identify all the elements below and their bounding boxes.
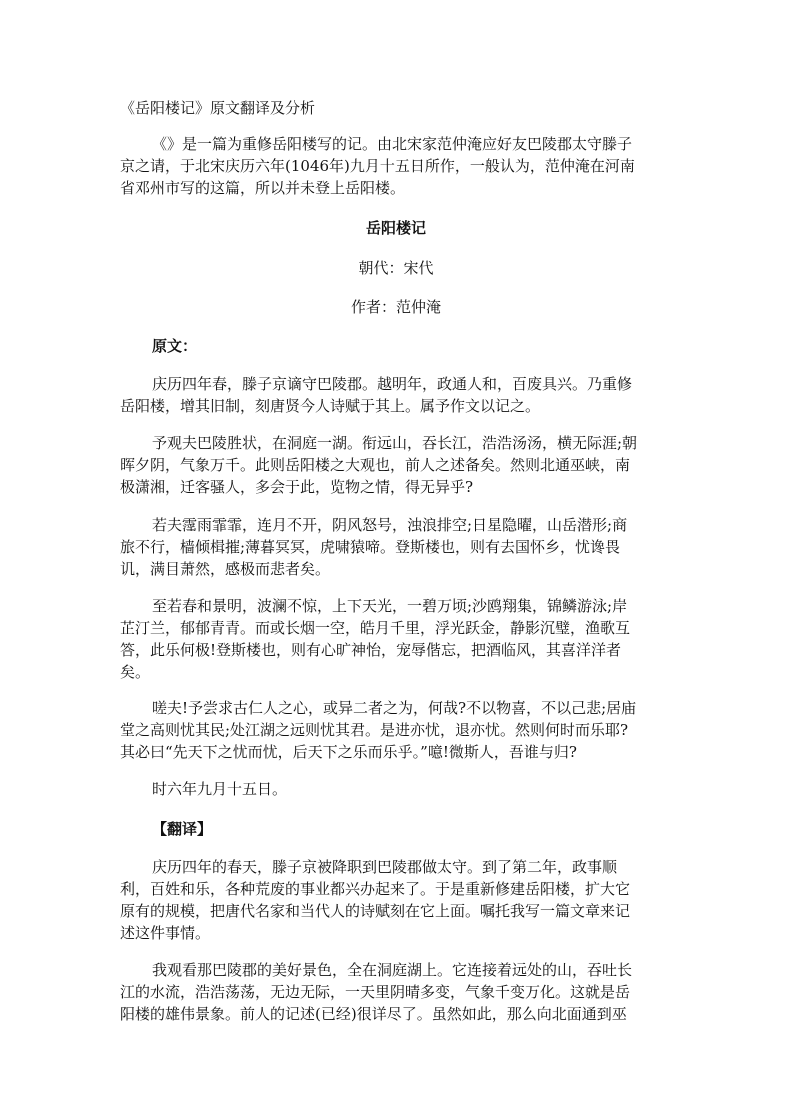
text-line: 芷汀兰，郁郁青青。而或长烟一空，皓月千里，浮光跃金，静影沉璧，渔歌互 [120, 619, 631, 637]
text-line: 至若春和景明，波澜不惊，上下天光，一碧万顷;沙鸥翔集，锦鳞游泳;岸 [152, 597, 628, 615]
poem-title: 岳阳楼记 [365, 219, 426, 237]
text-line: 极潇湘，迁客骚人，多会于此，览物之情，得无异乎? [120, 478, 474, 496]
dynasty-line: 朝代：宋代 [358, 259, 434, 277]
text-line: 京之请，于北宋庆历六年(1046年)九月十五日所作，一般认为，范仲淹在河南 [120, 157, 635, 175]
text-line: 我观看那巴陵郡的美好景色，全在洞庭湖上。它连接着远处的山，吞吐长 [152, 961, 633, 979]
text-line: 嗟夫!予尝求古仁人之心，或异二者之为，何哉?不以物喜，不以己悲;居庙 [152, 699, 637, 717]
text-line: 庆历四年的春天，滕子京被降职到巴陵郡做太守。到了第二年，政事顺 [152, 858, 618, 876]
text-line: 晖夕阴，气象万千。此则岳阳楼之大观也，前人之述备矣。然则北通巫峡，南 [120, 456, 631, 474]
text-line: 矣。 [120, 663, 151, 681]
text-line: 庆历四年春，滕子京谪守巴陵郡。越明年，政通人和，百废具兴。乃重修 [152, 375, 633, 393]
original-paragraph [120, 432, 672, 498]
text-line: 其必曰“先天下之忧而忧，后天下之乐而乐乎。”噫!微斯人，吾谁与归? [120, 743, 577, 761]
original-heading: 原文： [152, 337, 198, 355]
original-paragraph [120, 778, 672, 800]
intro-paragraph [120, 133, 672, 199]
original-paragraph [120, 514, 672, 580]
text-line: 利，百姓和乐，各种荒废的事业都兴办起来了。于是重新修建岳阳楼，扩大它 [120, 880, 631, 898]
text-line: 旅不行，樯倾楫摧;薄暮冥冥，虎啸猿啼。登斯楼也，则有去国怀乡，忧谗畏 [120, 538, 621, 556]
text-line: 堂之高则忧其民;处江湖之远则忧其君。是进亦忧，退亦忧。然则何时而乐耶? [120, 721, 629, 739]
text-line: 述这件事情。 [120, 924, 211, 942]
text-line: 江的水流，浩浩荡荡，无边无际，一天里阴晴多变，气象千变万化。这就是岳 [120, 983, 631, 1001]
translation-paragraph [120, 959, 672, 1025]
translation-paragraph [120, 856, 672, 944]
original-paragraph [120, 697, 672, 763]
text-line: 省邓州市写的这篇，所以并未登上岳阳楼。 [120, 179, 406, 197]
text-line: 若夫霪雨霏霏，连月不开，阴风怒号，浊浪排空;日星隐曜，山岳潜形;商 [152, 516, 628, 534]
text-line: 予观夫巴陵胜状，在洞庭一湖。衔远山，吞长江，浩浩汤汤，横无际涯;朝 [152, 434, 638, 452]
text-line: 《》是一篇为重修岳阳楼写的记。由北宋家范仲淹应好友巴陵郡太守滕子 [152, 135, 633, 153]
original-paragraph [120, 595, 672, 683]
text-line: 岳阳楼，增其旧制，刻唐贤今人诗赋于其上。属予作文以记之。 [120, 397, 541, 415]
translation-heading: 【翻译】 [152, 820, 213, 838]
text-line: 讥，满目萧然，感极而悲者矣。 [120, 560, 331, 578]
text-line: 答，此乐何极!登斯楼也，则有心旷神怡，宠辱偕忘，把酒临风，其喜洋洋者 [120, 641, 622, 659]
text-line: 时六年九月十五日。 [152, 780, 288, 798]
original-paragraph [120, 373, 672, 417]
author-line: 作者：范仲淹 [350, 298, 441, 316]
document-title: 《岳阳楼记》原文翻译及分析 [120, 99, 316, 117]
text-line: 阳楼的雄伟景象。前人的记述(已经)很详尽了。虽然如此，那么向北面通到巫 [120, 1005, 627, 1023]
text-line: 原有的规模，把唐代名家和当代人的诗赋刻在它上面。嘱托我写一篇文章来记 [120, 902, 631, 920]
